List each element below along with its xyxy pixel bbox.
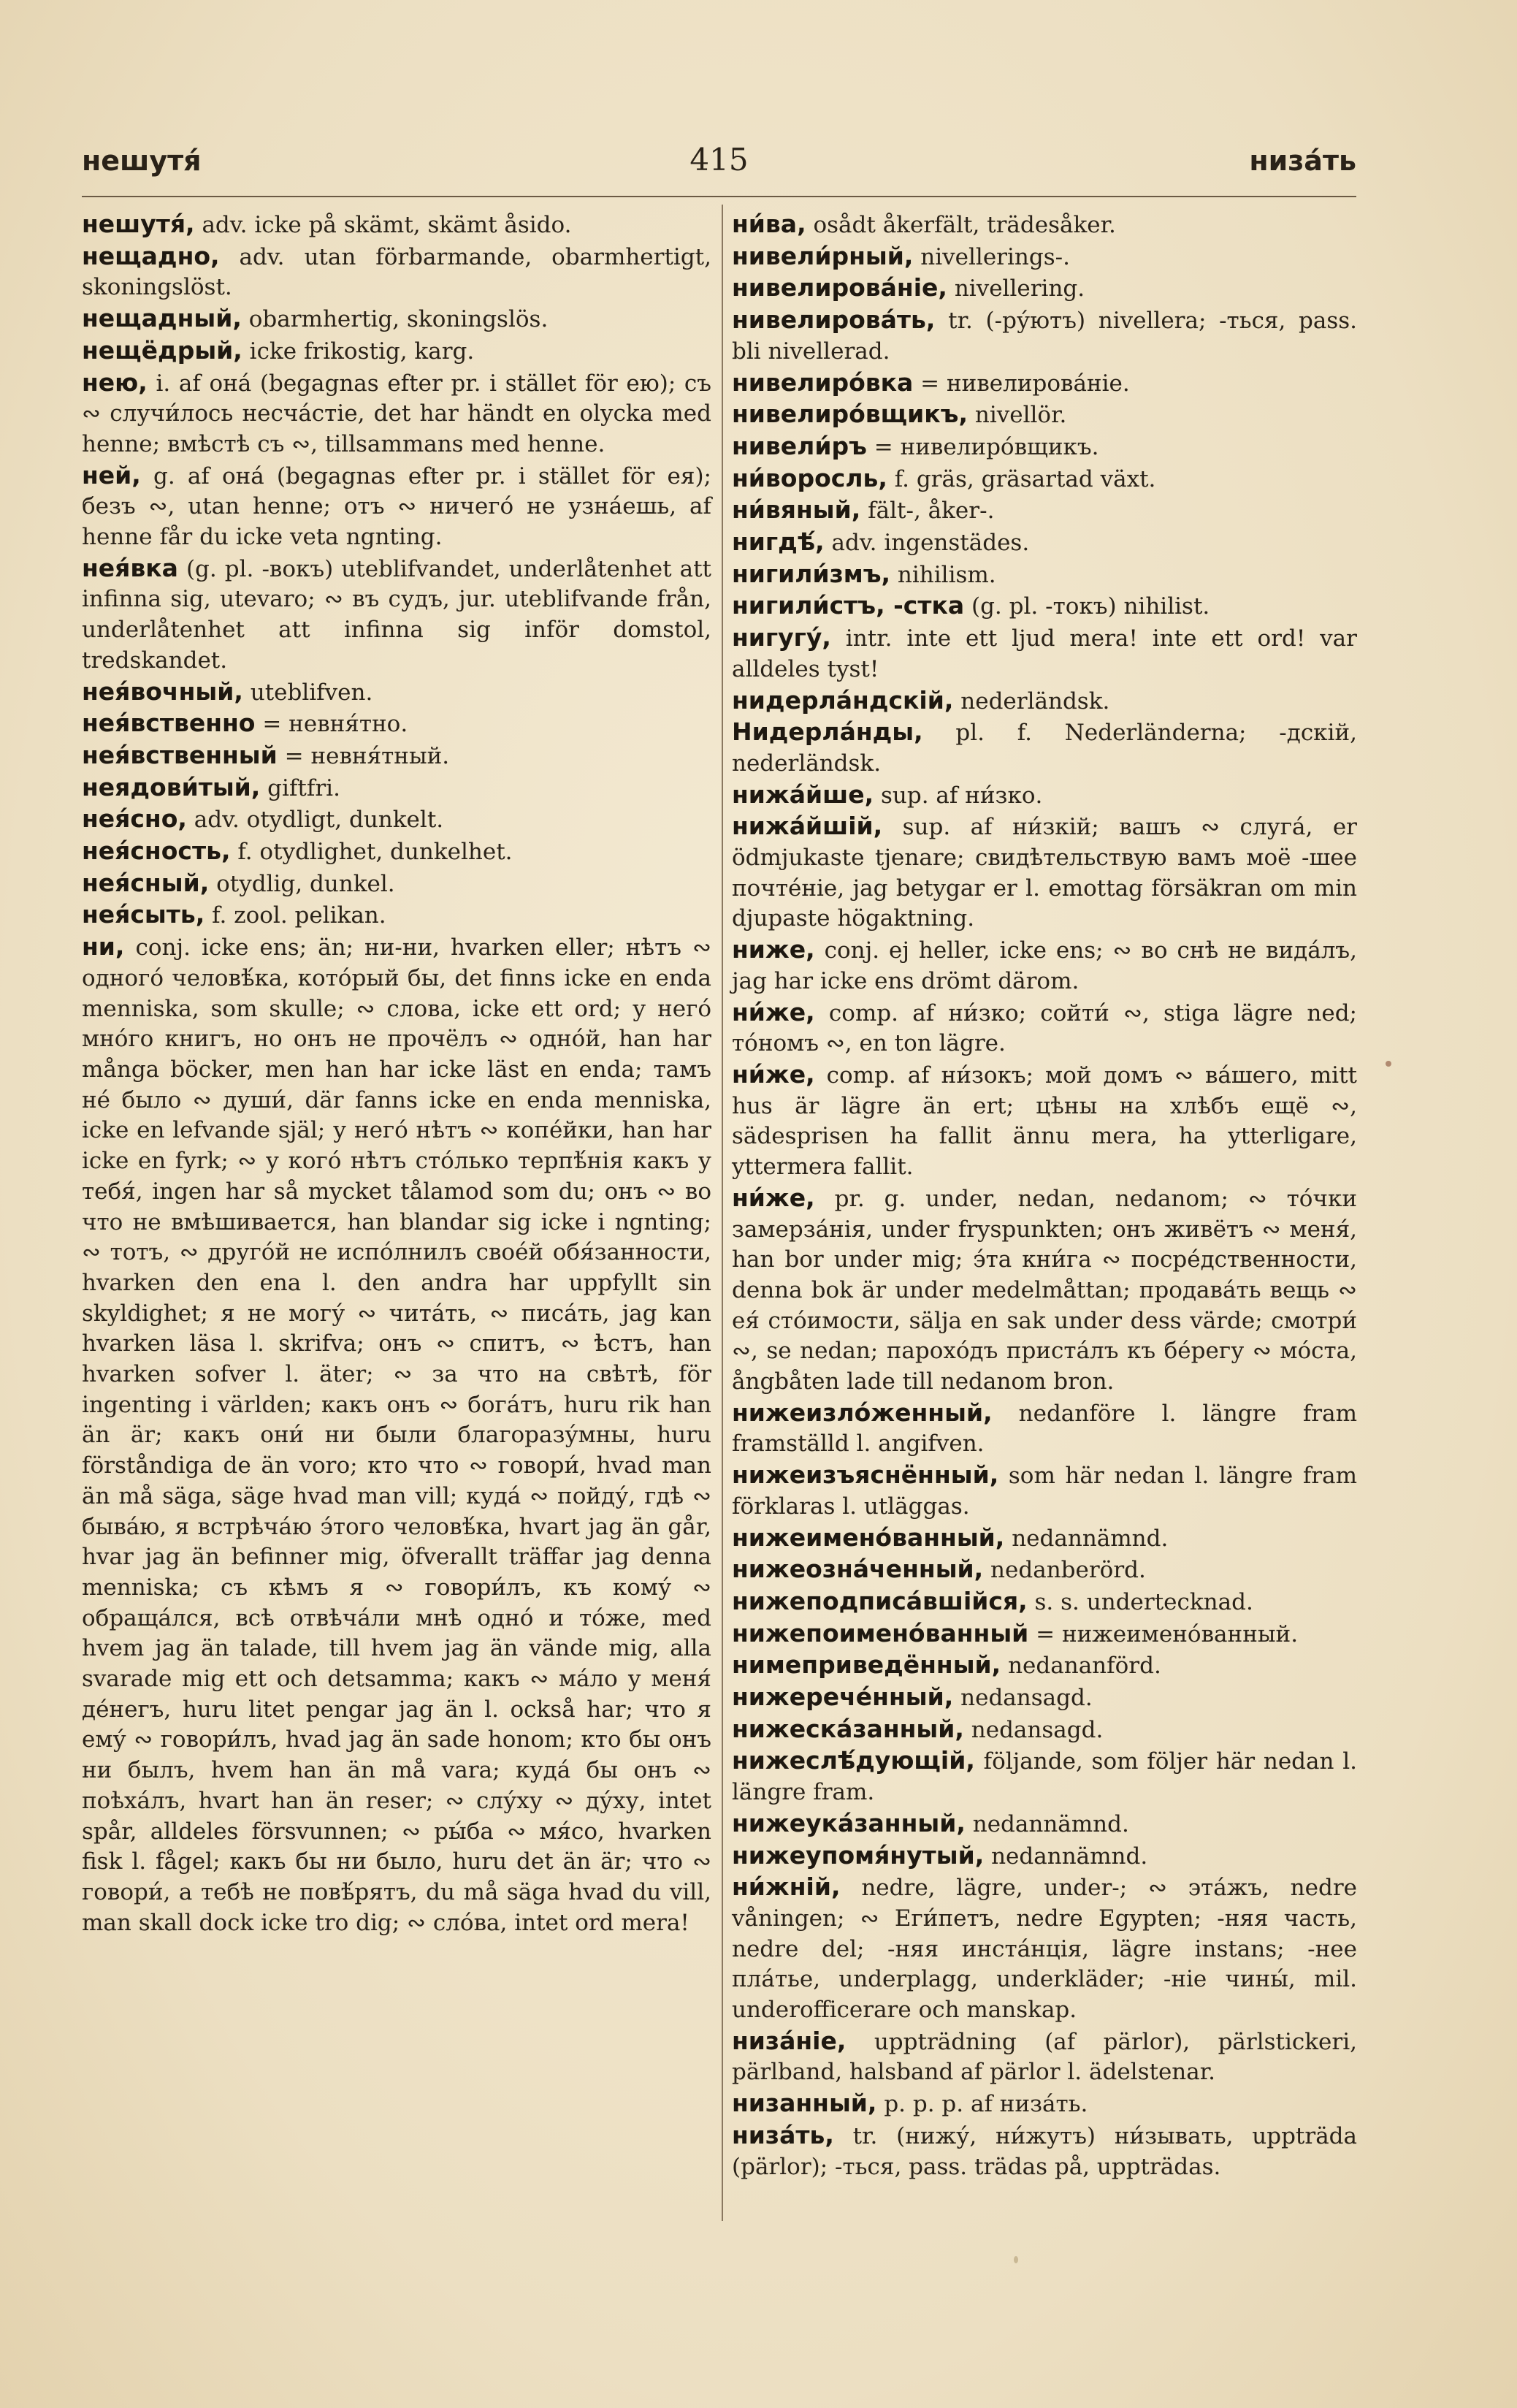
page-header — [82, 137, 1356, 188]
dictionary-entry — [732, 1460, 1357, 1522]
entry-headword: нея́вственный — [82, 740, 278, 769]
left-column — [82, 209, 711, 1938]
entry-headword: низанный, — [732, 2089, 877, 2118]
entry-definition: i. af она́ (begagnas efter pr. i stället för ею); съ ∾ случи́лось несча́стіе, det har händt en olycka med henne; вмѣстѣ съ ∾, tillsammans med henne. — [82, 370, 711, 457]
dictionary-entry — [732, 685, 1357, 717]
entry-definition: = невня́тно. — [255, 711, 408, 738]
right-column — [732, 209, 1357, 2182]
column-separator — [722, 205, 723, 2221]
dictionary-entry — [732, 1808, 1357, 1840]
entry-headword: нижеука́занный, — [732, 1808, 966, 1837]
dictionary-entry — [82, 677, 711, 709]
paper-speck — [1014, 2256, 1018, 2263]
dictionary-entry — [732, 463, 1357, 495]
dictionary-entry — [732, 1586, 1357, 1618]
entry-definition: = невня́тный. — [277, 742, 450, 769]
entry-headword: нижеупомя́нутый, — [732, 1840, 985, 1870]
entry-headword: нею, — [82, 367, 148, 397]
dictionary-entry — [82, 335, 711, 367]
entry-definition: (g. pl. -вокъ) uteblifvandet, underlåtenhet att infinna sig, utevaro; ∾ въ судъ, jur. uteblifvande från, underlåtenhet att infinna sig inför domstol, tredskandet. — [82, 555, 711, 674]
entry-headword: нещадно, — [82, 241, 220, 270]
dictionary-entry — [732, 1650, 1357, 1682]
entry-headword: ни́жній, — [732, 1872, 841, 1902]
entry-headword: Нидерла́нды, — [732, 717, 923, 747]
entry-definition: nederländsk. — [953, 687, 1110, 715]
dictionary-entry — [82, 553, 711, 677]
entry-headword: нивели́рный, — [732, 241, 914, 270]
dictionary-entry — [732, 2120, 1357, 2182]
entry-headword: нивелирова́ніе, — [732, 273, 947, 302]
entry-headword: ниже, — [732, 935, 815, 964]
entry-headword: нигдѣ́, — [732, 527, 825, 557]
page-number: 415 — [689, 142, 749, 178]
dictionary-entry — [732, 241, 1357, 273]
entry-definition: nedananförd. — [1001, 1653, 1161, 1680]
entry-headword: неядови́тый, — [82, 772, 261, 801]
entry-definition: följande, som följer här nedan l. längre fram. — [732, 1748, 1357, 1806]
dictionary-entry — [732, 431, 1357, 463]
entry-definition: (g. pl. -токъ) nihilist. — [964, 593, 1210, 620]
entry-definition: giftfri. — [260, 774, 340, 801]
dictionary-entry — [732, 590, 1357, 622]
dictionary-entry — [82, 931, 711, 1938]
entry-definition: otydlig, dunkel. — [209, 870, 395, 897]
dictionary-entry — [82, 367, 711, 460]
entry-definition: uteblifven. — [242, 679, 373, 706]
entry-headword: нея́сность, — [82, 837, 231, 866]
entry-definition: nedansagd. — [963, 1716, 1104, 1743]
entry-headword: нея́сно, — [82, 804, 187, 834]
entry-headword: нивели́ръ — [732, 431, 867, 460]
entry-headword: ни́ва, — [732, 210, 806, 238]
entry-headword: нея́вочный, — [82, 677, 243, 706]
dictionary-entry — [732, 399, 1357, 431]
entry-headword: низа́ть, — [732, 2120, 834, 2149]
entry-headword: нимеприведённый, — [732, 1650, 1001, 1680]
entry-definition: uppträdning (af pärlor), pärlstickeri, pärlband, halsband af pärlor l. ädelstenar. — [732, 2028, 1357, 2086]
entry-definition: nedannämnd. — [965, 1810, 1129, 1837]
entry-definition: fält-, åker-. — [860, 498, 995, 525]
dictionary-entry — [732, 273, 1357, 305]
entry-headword: нижеимено́ванный, — [732, 1523, 1005, 1552]
entry-definition: comp. af ни́зокъ; мой домъ ∾ ва́шего, mitt hus är lägre än ert; цѣны на хлѣбъ ещё ∾, sädesprisen ha fallit ännu mera, ha ytterligare, yttermera fallit. — [732, 1062, 1357, 1181]
entry-headword: нея́сыть, — [82, 900, 205, 929]
entry-definition: adv. icke på skämt, skämt åsido. — [194, 212, 572, 238]
paper-speck — [1386, 1061, 1391, 1067]
entry-definition: pl. f. Nederländerna; -дскій, nederländsk. — [732, 720, 1357, 777]
entry-definition: nihilism. — [890, 561, 996, 588]
dictionary-entry — [732, 1840, 1357, 1872]
entry-headword: нешутя́, — [82, 210, 195, 238]
entry-definition: adv. ingenstädes. — [824, 530, 1030, 557]
entry-headword: нижеслѣ́дующій, — [732, 1746, 975, 1775]
dictionary-entry — [732, 1554, 1357, 1586]
entry-definition: sup. af ни́зко. — [874, 782, 1043, 809]
entry-definition: nedannämnd. — [1004, 1525, 1169, 1552]
dictionary-entry — [82, 868, 711, 900]
dictionary-entry — [82, 804, 711, 836]
entry-headword: нещадный, — [82, 304, 242, 333]
entry-definition: adv. otydligt, dunkelt. — [186, 807, 444, 834]
dictionary-entry — [732, 934, 1357, 997]
dictionary-entry — [732, 1618, 1357, 1650]
dictionary-entry — [732, 1523, 1357, 1555]
dictionary-entry — [82, 740, 711, 772]
entry-definition: pr. g. under, nedan, nedanom; ∾ то́чки замерза́нія, under fryspunkten; онъ живётъ ∾ меня́, han bor under mig; э́та кни́га ∾ посре́дственности, denna bok är under medelmåttan; продава́ть вещь ∾ ея́ сто́имости, sälja en sak under dess värde; смотри́ ∾, se nedan; парохо́дъ приста́лъ къ бе́регу ∾ мо́ста, ångbåten lade till nedanom bron. — [732, 1185, 1357, 1395]
entry-headword: нижерече́нный, — [732, 1683, 954, 1712]
entry-headword: нижа́йшій, — [732, 812, 883, 841]
entry-headword: нижеизло́женный, — [732, 1398, 993, 1427]
dictionary-entry — [732, 1745, 1357, 1807]
entry-definition: nedannämnd. — [984, 1843, 1148, 1870]
dictionary-entry — [732, 209, 1357, 241]
entry-definition: s. s. undertecknad. — [1027, 1588, 1253, 1615]
entry-headword: нея́вственно — [82, 709, 256, 738]
entry-definition: tr. (нижу́, ни́жутъ) ни́зывать, uppträda (pärlor); -ться, pass. trädas på, uppträdas. — [732, 2122, 1357, 2180]
dictionary-entry — [732, 495, 1357, 527]
entry-headword: нигили́стъ, -стка — [732, 591, 965, 620]
entry-definition: = нижеимено́ванный. — [1028, 1620, 1299, 1647]
dictionary-entry — [82, 460, 711, 553]
dictionary-entry — [732, 1872, 1357, 2026]
dictionary-entry — [732, 2026, 1357, 2088]
dictionary-entry — [82, 209, 711, 241]
right-running-head: низа́ть — [1249, 145, 1356, 177]
entry-definition: = нивелиро́вщикъ. — [866, 433, 1099, 460]
dictionary-entry — [732, 1714, 1357, 1746]
entry-headword: нивелиро́вка — [732, 367, 914, 397]
dictionary-entry — [732, 1398, 1357, 1460]
entry-definition: conj. icke ens; än; ни-ни, hvarken eller; нѣтъ ∾ одного́ человѣ́ка, кото́рый бы, det finns icke en enda menniska, som skulle; ∾ слова, icke ett ord; у него́ мно́го книгъ, но онъ не прочёлъ ∾ одно́й, han har många böcker, men han har icke läst en enda; тамъ не́ было ∾ души́, där fanns icke en enda menniska, icke en lefvande själ; у него́ нѣтъ ∾ копе́йки, han har icke en fyrk; ∾ у кого́ нѣтъ сто́лько терпѣ́нія какъ у тебя́, ingen har så mycket tålamod som du; онъ ∾ во что не вмѣшивается, han blandar sig icke i ngnting; ∾ тотъ, ∾ друго́й не испо́лнилъ свое́й обя́занности, hvarken den ena l. den andra har uppfyllt sin skyldighet; я не могу́ ∾ чита́ть, ∾ писа́ть, jag kan hvarken läsa l. skrifva; онъ ∾ спитъ, ∾ ѣстъ, han hvarken sofver l. äter; ∾ за что на свѣтѣ, för ingenting i världen; какъ онъ ∾ бога́тъ, huru rik han än är; какъ они́ ни были благоразу́мны, huru förståndiga de än voro; кто что ∾ говори́, hvad man än må säga, säge hvad man vill; куда́ ∾ пойду́, гдѣ ∾ быва́ю, я встрѣча́ю э́того человѣ́ка, hvart jag än går, hvar jag än befinner mig, öfverallt träffar jag denna menniska; съ кѣмъ я ∾ говори́лъ, къ кому́ ∾ обраща́лся, всѣ отвѣча́ли мнѣ одно́ и то́же, med hvem jag än talade, till hvem jag än vände mig, alla svarade mig ett och detsamma; какъ ∾ ма́ло у меня́ де́негъ, huru litet pengar jag än l. också har; что я ему́ ∾ говори́лъ, hvad jag än sade honom; кто бы онъ ни былъ, hvem han än må vara; куда́ бы онъ ∾ поѣха́лъ, hvart han än reser; ∾ слу́ху ∾ ду́ху, intet spår, alldeles försvunnen; ∾ ры́ба ∾ мя́со, hvarken fisk l. fågel; какъ бы ни было, huru det än är; что ∾ говори́, а тебѣ не повѣ́рятъ, du må säga hvad du vill, man skall dock icke tro dig; ∾ сло́ва, intet ord mera! — [82, 934, 711, 1936]
entry-definition: osådt åkerfält, trädesåker. — [806, 212, 1116, 238]
entry-headword: нея́сный, — [82, 868, 210, 897]
dictionary-entry — [82, 708, 711, 740]
left-running-head: нешутя́ — [82, 145, 202, 177]
entry-definition: adv. utan förbarmande, obarmhertigt, skoningslöst. — [82, 243, 711, 301]
entry-definition: obarmhertig, skoningslös. — [241, 306, 549, 333]
dictionary-entry — [82, 241, 711, 303]
entry-definition: nivellering. — [947, 275, 1085, 302]
dictionary-entry — [732, 811, 1357, 934]
entry-definition: f. otydlighet, dunkelhet. — [230, 839, 513, 866]
entry-headword: нивелирова́ть, — [732, 305, 936, 335]
entry-headword: ни́же, — [732, 1183, 815, 1212]
entry-definition: nedre, lägre, under-; ∾ эта́жъ, nedre våningen; ∾ Еги́петъ, nedre Egypten; -няя часть, nedre del; -няя инста́нція, lägre instans; -нее пла́тье, underplagg, underkläder; -ніе чины́, mil. underofficerare och manskap. — [732, 1875, 1357, 2024]
dictionary-entry — [732, 559, 1357, 591]
entry-headword: ни́же, — [732, 997, 815, 1026]
dictionary-entry — [732, 1183, 1357, 1398]
entry-headword: нижа́йше, — [732, 780, 874, 809]
entry-definition: sup. af ни́зкій; вашъ ∾ слуга́, er ödmjukaste tjenare; свидѣтельствую вамъ моё -шее почте́ніе, jag betygar er l. emottag försäkran om min djupaste högaktning. — [732, 814, 1357, 932]
entry-headword: ни́же, — [732, 1059, 815, 1089]
dictionary-entry — [732, 367, 1357, 400]
entry-definition: = нивелирова́ніе. — [913, 370, 1130, 397]
dictionary-entry — [82, 899, 711, 931]
entry-headword: нея́вка — [82, 553, 178, 582]
entry-headword: ни, — [82, 932, 125, 961]
entry-headword: нижеизъяснённый, — [732, 1460, 999, 1490]
entry-headword: нижеозна́ченный, — [732, 1555, 984, 1584]
dictionary-entry — [732, 1059, 1357, 1183]
dictionary-entry — [732, 780, 1357, 812]
entry-headword: ни́вяный, — [732, 495, 861, 525]
entry-definition: nivellör. — [968, 402, 1067, 429]
entry-headword: нижепоимено́ванный — [732, 1618, 1029, 1647]
entry-definition: conj. ej heller, icke ens; ∾ во снѣ не вида́лъ, jag har icke ens drömt därom. — [732, 937, 1357, 994]
entry-headword: нивелиро́вщикъ, — [732, 400, 968, 429]
entry-definition: nedanföre l. längre fram framställd l. angifven. — [732, 1400, 1357, 1458]
dictionary-entry — [732, 305, 1357, 367]
entry-definition: nedanberörd. — [983, 1557, 1146, 1584]
dictionary-entry — [82, 772, 711, 804]
dictionary-entry — [82, 303, 711, 335]
entry-headword: нидерла́ндскій, — [732, 685, 954, 715]
dictionary-entry — [732, 527, 1357, 559]
dictionary-entry — [732, 717, 1357, 779]
entry-definition: f. gräs, gräsartad växt. — [887, 465, 1156, 492]
entry-definition: comp. af ни́зко; сойти́ ∾, stiga lägre ned; то́номъ ∾, en ton lägre. — [732, 999, 1357, 1057]
entry-headword: нещёдрый, — [82, 335, 242, 365]
entry-headword: нижеска́занный, — [732, 1714, 964, 1743]
entry-definition: g. af она́ (begagnas efter pr. i stället för ея); безъ ∾, utan henne; отъ ∾ ничего́ не узна́ешь, af henne får du icke veta ngnting. — [82, 462, 711, 551]
entry-headword: низа́ніе, — [732, 2026, 847, 2055]
entry-headword: нижеподписа́вшійся, — [732, 1586, 1028, 1615]
entry-definition: intr. inte ett ljud mera! inte ett ord! var alldeles tyst! — [732, 625, 1357, 682]
entry-headword: ней, — [82, 460, 141, 489]
entry-definition: tr. (-ру́ютъ) nivellera; -ться, pass. bli nivellerad. — [732, 308, 1357, 365]
dictionary-entry — [732, 622, 1357, 685]
entry-headword: нигили́змъ, — [732, 559, 891, 588]
entry-definition: icke frikostig, karg. — [242, 338, 475, 365]
entry-headword: ни́вoросль, — [732, 463, 887, 492]
entry-definition: nivellerings-. — [913, 243, 1070, 270]
header-rule — [82, 196, 1356, 197]
dictionary-entry — [82, 836, 711, 868]
dictionary-entry — [732, 1682, 1357, 1714]
entry-definition: p. p. p. af низа́ть. — [876, 2091, 1088, 2118]
entry-definition: nedansagd. — [953, 1685, 1093, 1712]
dictionary-entry — [732, 997, 1357, 1059]
entry-definition: som här nedan l. längre fram förklaras l. utläggas. — [732, 1463, 1357, 1520]
dictionary-entry — [732, 2088, 1357, 2120]
entry-headword: нигугу́, — [732, 623, 831, 652]
entry-definition: f. zool. pelikan. — [205, 902, 386, 929]
